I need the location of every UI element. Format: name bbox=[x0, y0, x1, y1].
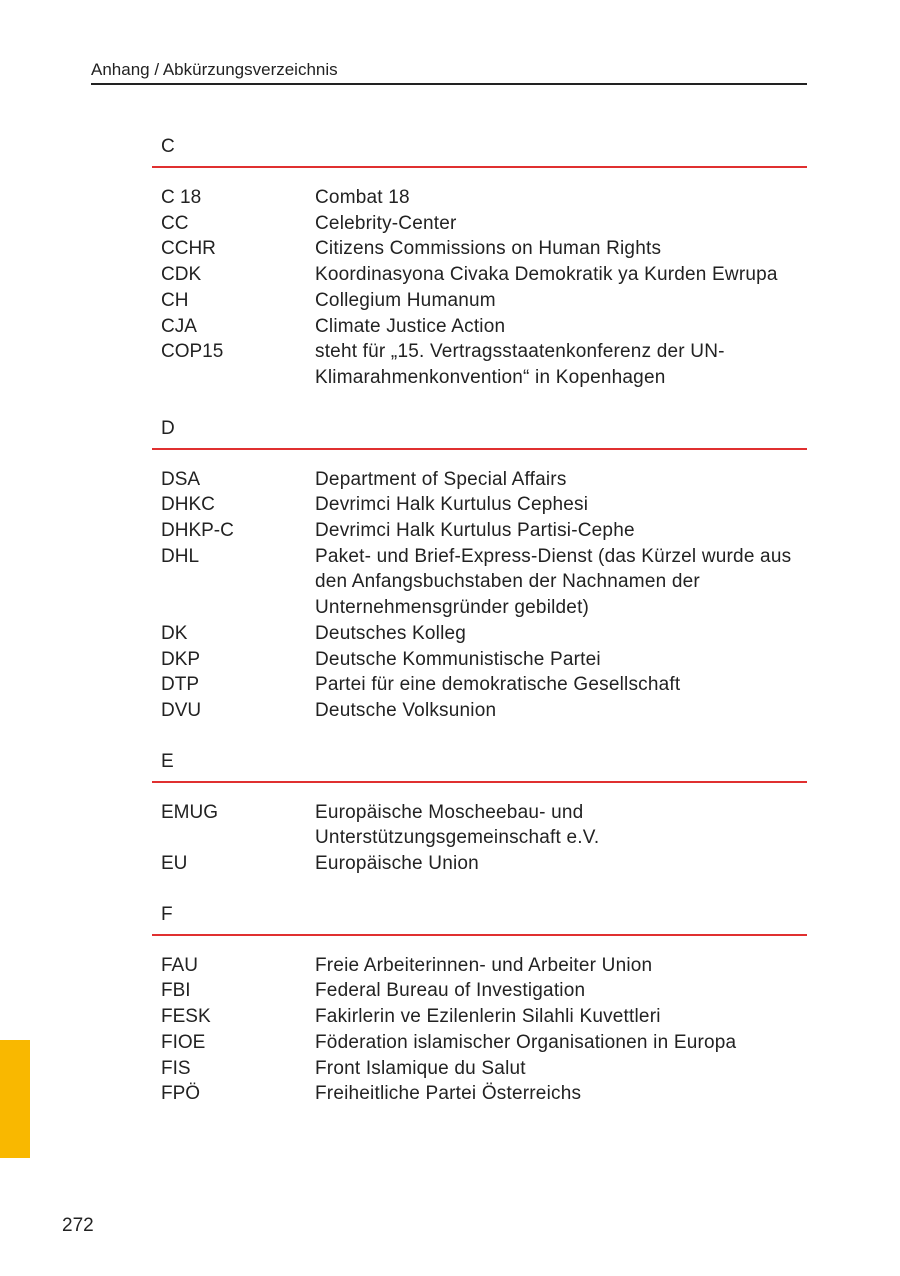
list-item bbox=[152, 978, 807, 1004]
list-item bbox=[152, 544, 807, 621]
definition: Climate Justice Action bbox=[315, 315, 506, 337]
definition: Devrimci Halk Kurtulus Cephesi bbox=[315, 494, 589, 516]
definition: Freie Arbeiterinnen- und Arbeiter Union bbox=[315, 954, 653, 976]
list-item bbox=[152, 314, 807, 340]
abbreviation: DTP bbox=[161, 674, 199, 696]
abbreviation: FIS bbox=[161, 1057, 191, 1079]
section-heading: F bbox=[152, 902, 807, 936]
definition: Devrimci Halk Kurtulus Partisi-Cephe bbox=[315, 520, 635, 542]
list-item bbox=[152, 262, 807, 288]
abbreviation: CJA bbox=[161, 315, 197, 337]
section-f bbox=[152, 902, 807, 1107]
definition: Partei für eine demokratische Gesellschaft bbox=[315, 674, 681, 696]
list-item bbox=[152, 1081, 807, 1107]
section-heading: E bbox=[152, 749, 807, 783]
abbreviation: DHKC bbox=[161, 494, 215, 516]
entry-list bbox=[152, 185, 807, 391]
definition: Föderation islamischer Organisationen in Europa bbox=[315, 1031, 737, 1053]
abbreviation: C 18 bbox=[161, 187, 202, 208]
definition: Europäische Union bbox=[315, 853, 479, 875]
list-item bbox=[152, 339, 807, 390]
running-header: Anhang / Abkürzungsverzeichnis bbox=[91, 58, 807, 85]
list-item bbox=[152, 211, 807, 237]
abbreviation: EU bbox=[161, 853, 188, 875]
abbreviation: EMUG bbox=[161, 801, 218, 823]
abbreviation: FBI bbox=[161, 980, 191, 1002]
abbreviation: FIOE bbox=[161, 1031, 206, 1053]
list-item bbox=[152, 698, 807, 724]
abbreviation: DSA bbox=[161, 468, 201, 490]
definition: Front Islamique du Salut bbox=[315, 1057, 526, 1079]
list-item bbox=[152, 1030, 807, 1056]
abbreviation: FPÖ bbox=[161, 1083, 201, 1105]
definition: Department of Special Affairs bbox=[315, 468, 567, 490]
definition: Federal Bureau of Investigation bbox=[315, 980, 586, 1002]
abbreviation: DKP bbox=[161, 648, 201, 670]
abbreviation: CC bbox=[161, 212, 189, 234]
entry-list bbox=[152, 953, 807, 1107]
definition: Paket- und Brief-Express-Dienst (das Kürzel wurde aus den Anfangsbuchstaben der Nachnamen der Unternehmensgründer gebildet) bbox=[315, 545, 792, 619]
list-item bbox=[152, 621, 807, 647]
list-item bbox=[152, 953, 807, 979]
definition: Combat 18 bbox=[315, 187, 410, 208]
list-item bbox=[152, 185, 807, 211]
definition: Deutsche Volksunion bbox=[315, 699, 497, 721]
definition: Deutsches Kolleg bbox=[315, 622, 467, 644]
definition: steht für „15. Vertragsstaatenkonferenz der UN-Klimarahmenkonvention“ in Kopenhagen bbox=[315, 341, 725, 388]
abbreviation: DVU bbox=[161, 699, 202, 721]
list-item bbox=[152, 492, 807, 518]
abbreviation-list bbox=[152, 134, 807, 1132]
list-item bbox=[152, 518, 807, 544]
list-item bbox=[152, 236, 807, 262]
list-item bbox=[152, 851, 807, 877]
page-number: 272 bbox=[62, 1215, 94, 1236]
definition: Collegium Humanum bbox=[315, 289, 496, 311]
section-d bbox=[152, 416, 807, 724]
abbreviation: FESK bbox=[161, 1006, 211, 1028]
definition: Koordinasyona Civaka Demokratik ya Kurden Ewrupa bbox=[315, 264, 778, 286]
list-item bbox=[152, 288, 807, 314]
list-item bbox=[152, 1056, 807, 1082]
definition: Fakirlerin ve Ezilenlerin Silahli Kuvettleri bbox=[315, 1006, 661, 1028]
section-heading: D bbox=[152, 416, 807, 450]
definition: Europäische Moscheebau- und Unterstützungsgemeinschaft e.V. bbox=[315, 801, 600, 849]
abbreviation: CDK bbox=[161, 264, 202, 286]
entry-list bbox=[152, 467, 807, 724]
list-item bbox=[152, 1004, 807, 1030]
list-item bbox=[152, 467, 807, 493]
section-heading: C bbox=[152, 134, 807, 168]
abbreviation: FAU bbox=[161, 954, 198, 976]
abbreviation: CCHR bbox=[161, 238, 216, 260]
section-c bbox=[152, 134, 807, 391]
definition: Celebrity-Center bbox=[315, 212, 457, 234]
definition: Deutsche Kommunistische Partei bbox=[315, 648, 601, 670]
list-item bbox=[152, 800, 807, 851]
section-e bbox=[152, 749, 807, 877]
definition: Citizens Commissions on Human Rights bbox=[315, 238, 662, 260]
entry-list bbox=[152, 800, 807, 877]
chapter-tab-marker bbox=[0, 1040, 30, 1158]
abbreviation: DHKP-C bbox=[161, 520, 234, 542]
abbreviation: COP15 bbox=[161, 341, 224, 363]
abbreviation: CH bbox=[161, 289, 189, 311]
list-item bbox=[152, 672, 807, 698]
abbreviation: DHL bbox=[161, 545, 200, 567]
list-item bbox=[152, 647, 807, 673]
definition: Freiheitliche Partei Österreichs bbox=[315, 1083, 582, 1105]
abbreviation: DK bbox=[161, 622, 188, 644]
